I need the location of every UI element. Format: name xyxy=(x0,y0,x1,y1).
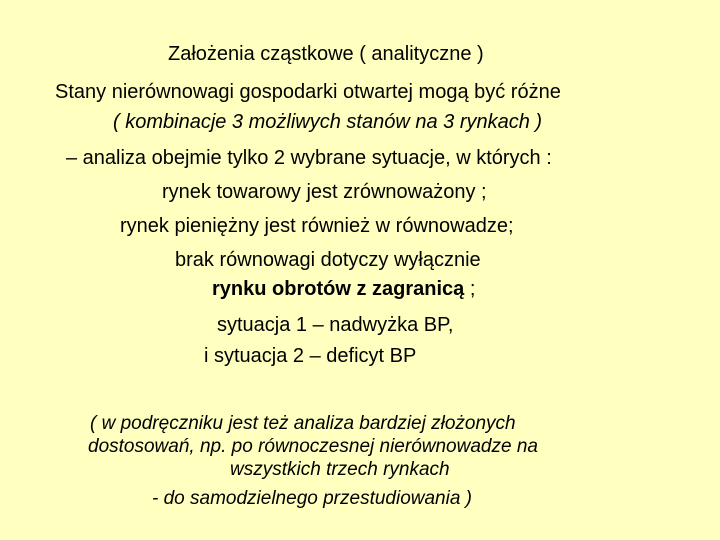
subtitle-note: ( kombinacje 3 możliwych stanów na 3 rynkach ) xyxy=(113,111,543,133)
note-line-2: dostosowań, np. po równoczesnej nierównowadze na xyxy=(88,436,538,457)
condition-foreign-market xyxy=(212,277,475,301)
condition-money-market: rynek pieniężny jest również w równowadze; xyxy=(120,215,514,237)
subtitle: Stany nierównowagi gospodarki otwartej mogą być różne xyxy=(55,81,561,103)
condition-goods-market: rynek towarowy jest zrównoważony ; xyxy=(162,181,487,203)
note-line-1: ( w podręczniku jest też analiza bardziej złożonych xyxy=(90,413,516,434)
foreign-market-tail: ; xyxy=(464,278,476,300)
situation-2: i sytuacja 2 – deficyt BP xyxy=(204,345,417,367)
foreign-market-emphasis: rynku obrotów z zagranicą xyxy=(212,278,465,300)
analysis-intro: – analiza obejmie tylko 2 wybrane sytuacje, w których : xyxy=(66,147,552,169)
note-line-3: wszystkich trzech rynkach xyxy=(230,459,450,480)
situation-1: sytuacja 1 – nadwyżka BP, xyxy=(217,314,454,336)
condition-imbalance: brak równowagi dotyczy wyłącznie xyxy=(175,249,481,271)
slide-title: Założenia cząstkowe ( analityczne ) xyxy=(168,43,484,65)
note-line-4: - do samodzielnego przestudiowania ) xyxy=(152,488,473,509)
